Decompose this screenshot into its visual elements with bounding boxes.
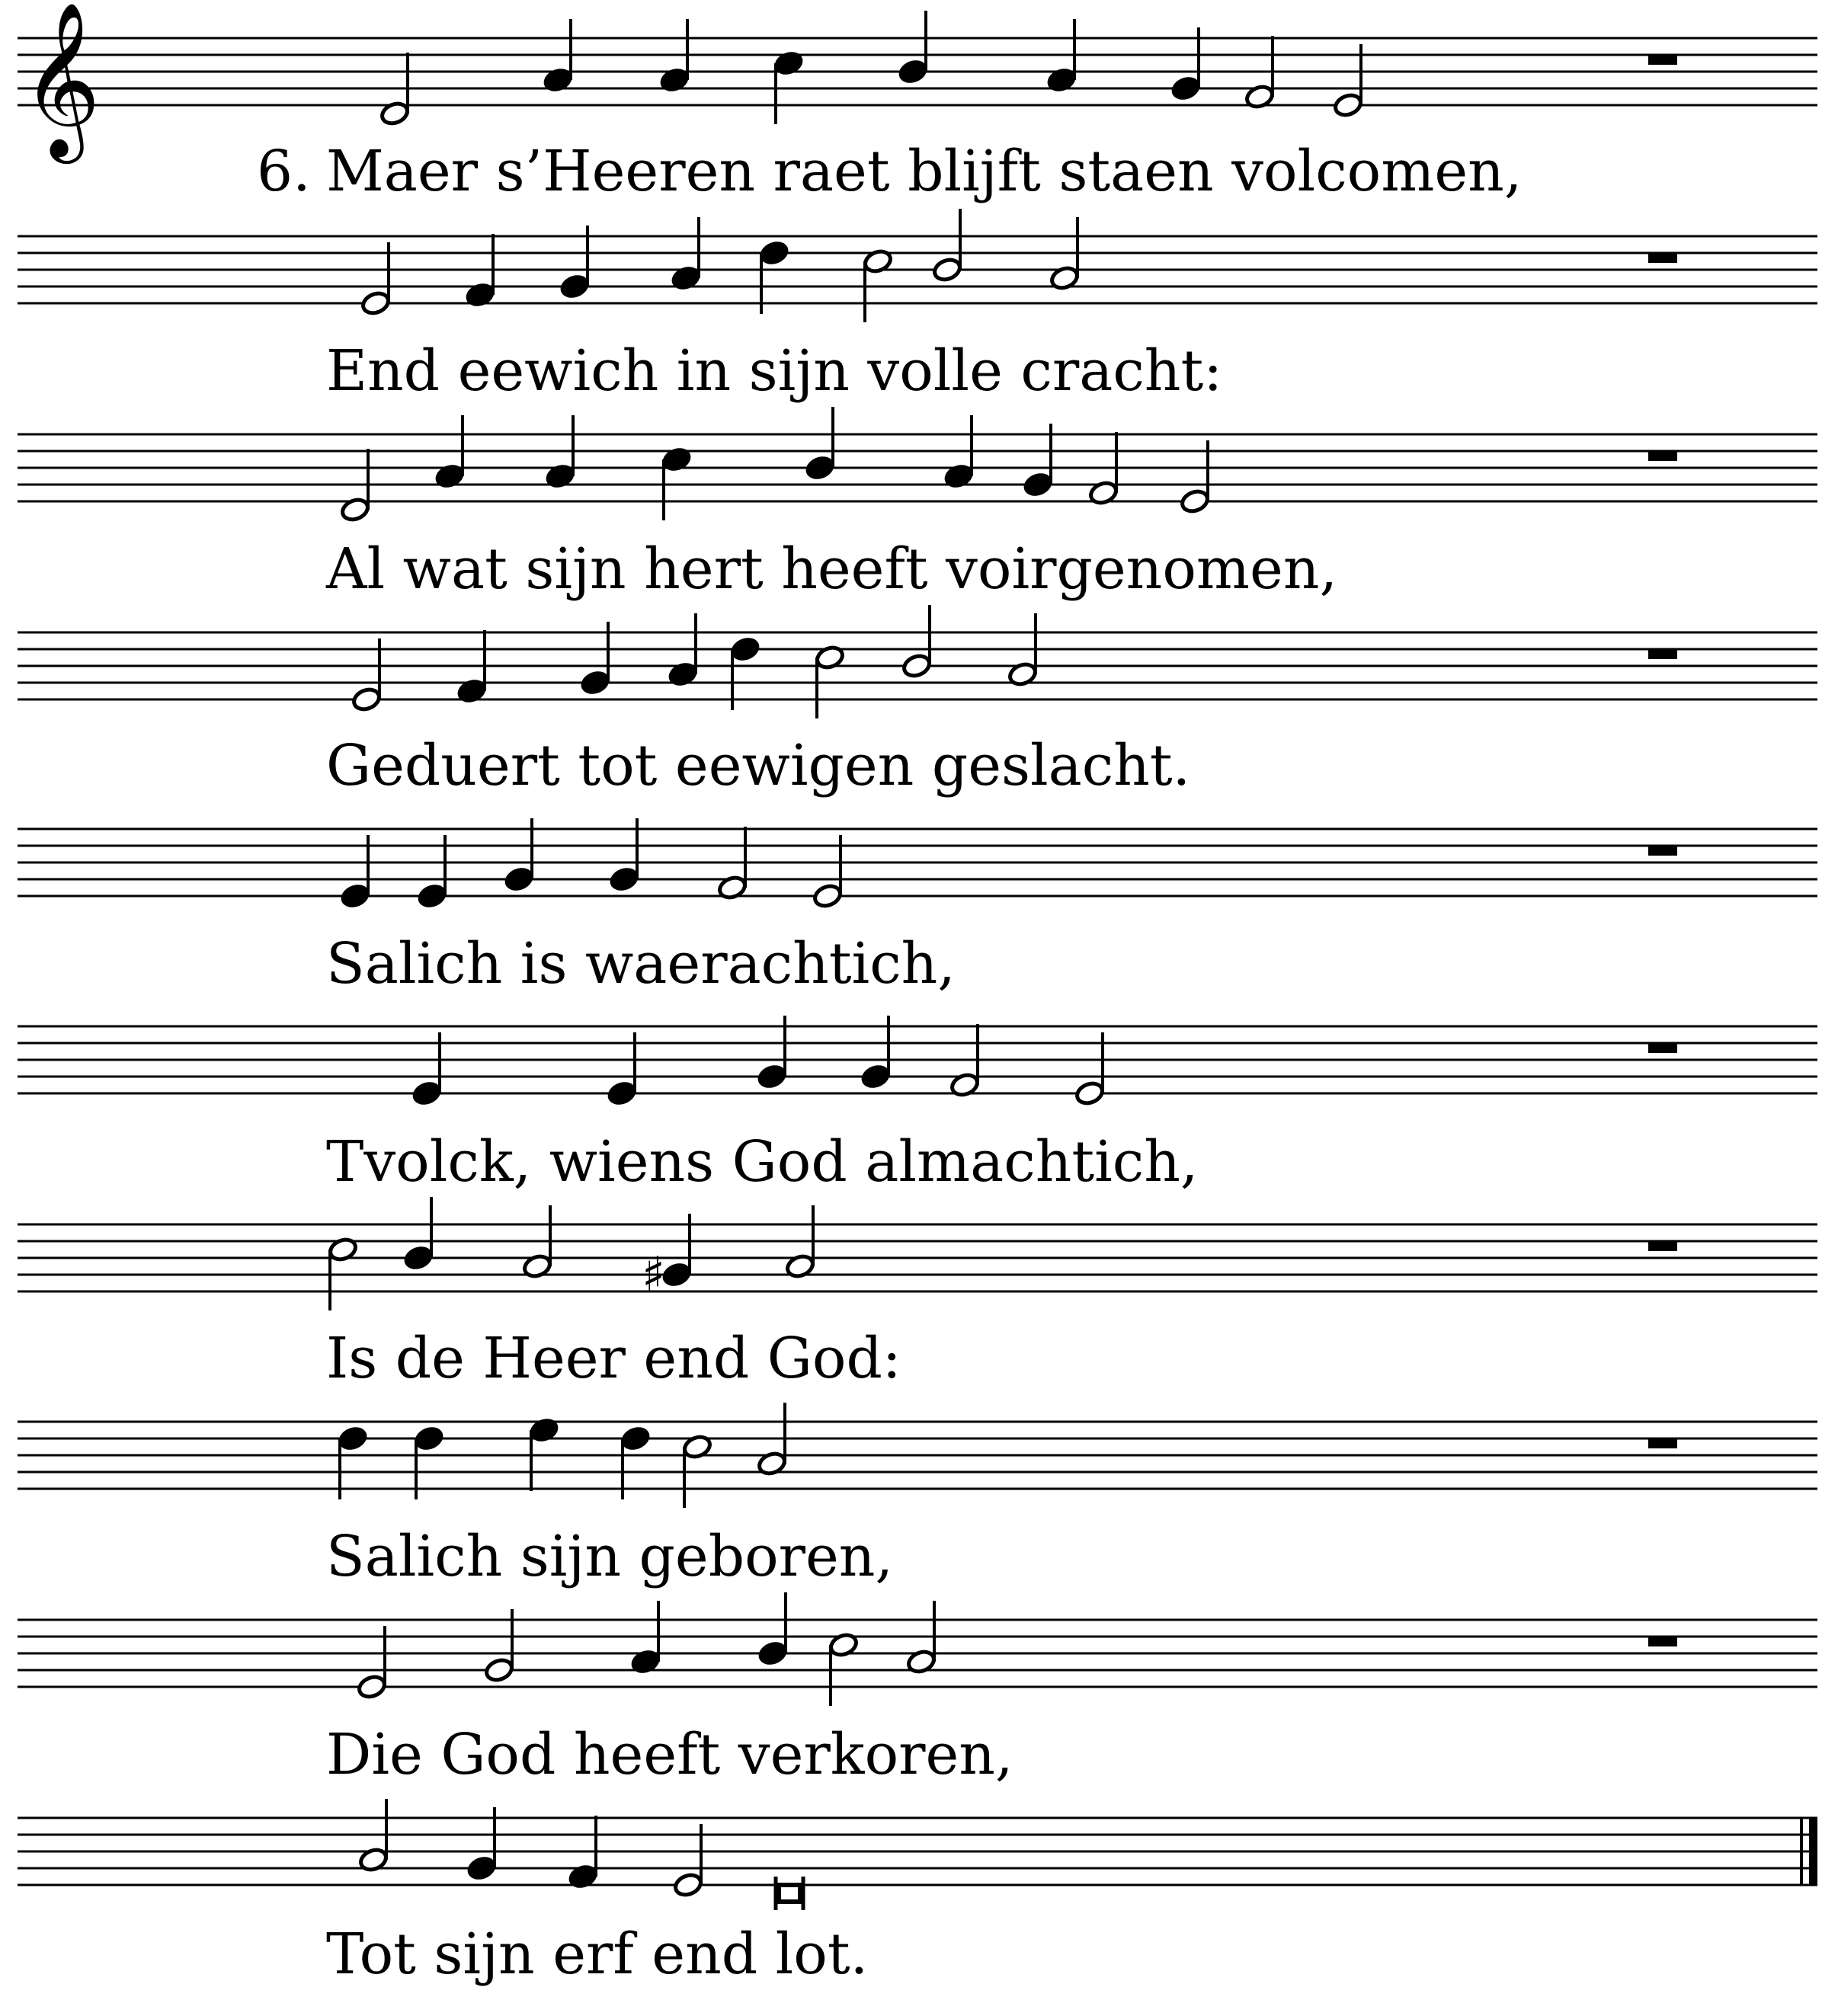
half-note (1049, 217, 1081, 291)
quarter-note (540, 19, 575, 95)
half-rest-icon (1648, 1043, 1677, 1053)
lyric-line: Al wat sijn hert heeft voirgenomen, (326, 536, 1338, 602)
staff-system (18, 1197, 1817, 1310)
lyric-line: Salich is waerachtich, (326, 931, 956, 997)
verse-number: 6. (257, 139, 311, 204)
quarter-note (657, 19, 692, 95)
staff-system (18, 1592, 1817, 1706)
note-head (1180, 488, 1211, 515)
note-head (357, 1674, 388, 1701)
quarter-note (628, 1601, 663, 1677)
lyric-line: Die God heeft verkoren, (326, 1722, 1013, 1787)
quarter-note (771, 48, 806, 124)
half-note (1088, 432, 1119, 506)
half-note (682, 1434, 713, 1508)
half-rest-icon (1648, 1438, 1677, 1448)
quarter-note (895, 11, 930, 87)
sharp-icon: ♯ (642, 1247, 665, 1304)
half-rest-icon (1648, 1637, 1677, 1646)
staff-system (18, 818, 1817, 911)
quarter-note (1044, 19, 1079, 95)
quarter-note (668, 217, 703, 293)
note-head (812, 883, 844, 910)
quarter-note (565, 1816, 600, 1892)
half-note (328, 1237, 359, 1310)
half-note (785, 1205, 816, 1279)
half-note (932, 209, 963, 283)
half-note (1007, 613, 1039, 687)
quarter-note (401, 1197, 436, 1273)
quarter-note (543, 415, 578, 491)
breve-note (776, 1877, 803, 1910)
half-note (906, 1601, 937, 1675)
staff-system (18, 1403, 1817, 1508)
staff-system (18, 407, 1817, 523)
half-rest-icon (1648, 253, 1677, 263)
half-note (949, 1024, 981, 1098)
lyric-line: Tot sijn erf end lot. (326, 1922, 869, 1987)
note-head (1074, 1080, 1106, 1107)
staff-system (18, 1016, 1817, 1109)
lyric-line: End eewich in sijn volle cracht: (326, 338, 1223, 404)
half-note (863, 248, 894, 322)
breve-head (779, 1885, 800, 1902)
half-rest-icon (1648, 55, 1677, 65)
staff-system (18, 605, 1817, 718)
note-head (484, 1657, 515, 1684)
lyric-line: Salich sijn geboren, (326, 1524, 893, 1589)
half-note (717, 827, 748, 901)
lyric-line: Maer s’Heeren raet blijft staen volcomen, (326, 139, 1523, 204)
half-note (1244, 36, 1276, 110)
half-note (340, 449, 371, 523)
note-head (360, 290, 392, 317)
half-rest-icon (1648, 649, 1677, 659)
note-head (673, 1872, 704, 1899)
half-note (815, 645, 846, 718)
half-rest-icon (1648, 1241, 1677, 1251)
note-head (901, 653, 933, 680)
note-head (351, 686, 383, 713)
quarter-note (527, 1415, 562, 1491)
quarter-note (463, 234, 498, 310)
treble-clef-icon: 𝄞 (21, 1, 101, 157)
half-rest-icon (1648, 846, 1677, 856)
half-note (358, 1799, 389, 1873)
final-barline-thick (1809, 1818, 1817, 1885)
staff-system (18, 209, 1817, 322)
half-note (901, 605, 933, 679)
note-head (1333, 92, 1364, 119)
half-rest-icon (1648, 451, 1677, 461)
half-note (379, 53, 411, 126)
half-note (828, 1632, 860, 1706)
quarter-note (802, 407, 837, 483)
quarter-note (665, 613, 700, 690)
note-head (932, 257, 963, 283)
staff-system (18, 1799, 1817, 1910)
quarter-note (941, 415, 976, 491)
quarter-note (432, 415, 467, 491)
lyric-line: Is de Heer end God: (326, 1326, 901, 1391)
quarter-note (755, 1592, 790, 1669)
half-note (757, 1403, 788, 1477)
lyric-line: Geduert tot eewigen geslacht. (326, 733, 1191, 798)
lyric-line: Tvolck, wiens God almachtich, (326, 1129, 1199, 1195)
quarter-note (454, 630, 489, 706)
half-note (522, 1205, 553, 1279)
quarter-note (659, 444, 694, 520)
